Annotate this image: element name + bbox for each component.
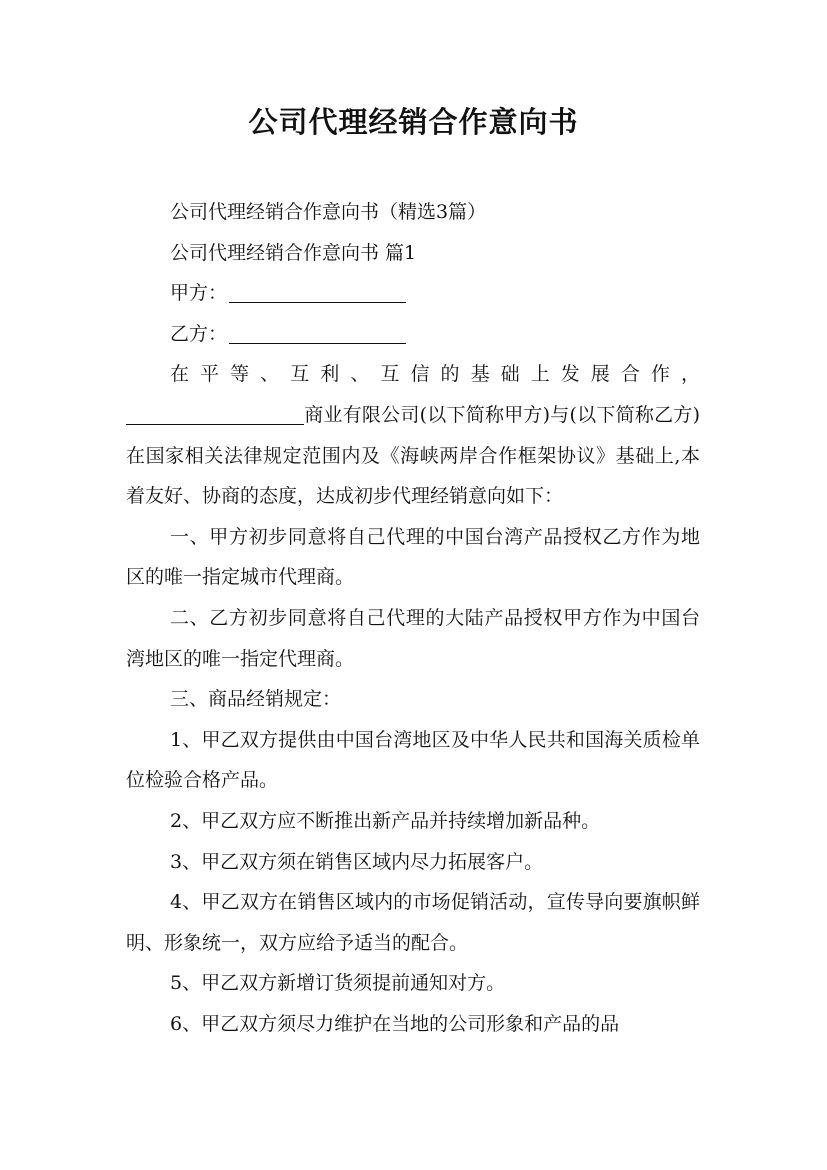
document-body (126, 192, 700, 1044)
intro-line-2: 商业有限公司(以下简称甲方)与(以下简 (304, 403, 635, 426)
clause-2: 二、乙方初步同意将自己代理的大陆产品授权甲方作为中国台湾地区的唯一指定代理商。 (126, 606, 700, 670)
rule-1: 1、甲乙双方提供由中国台湾地区及中华人民共和国海关质检单位检验合格产品。 (126, 728, 700, 792)
clause-1: 一、甲方初步同意将自己代理的中国台湾产品授权乙方作为地区的唯一指定城市代理商。 (126, 525, 700, 589)
party-a-line (126, 273, 700, 314)
party-b-blank (229, 319, 406, 344)
clause-3: 三、商品经销规定： (170, 688, 342, 711)
party-b-line (126, 314, 700, 355)
company-name-blank (126, 400, 304, 425)
intro-line-1: 在 平 等 、 互 利 、 互 信 的 基 础 上 发 展 合 作 ， (170, 363, 700, 386)
intro-paragraph (126, 395, 700, 517)
rule-3: 3、甲乙双方须在销售区域内尽力拓展客户。 (170, 850, 544, 873)
intro-rest: 称乙方)在国家相关法律规定范围内及《海峡两岸合作框架协议》基础上,本着友好、协商的态度，达成初步代理经销意向如下： (126, 403, 700, 508)
section-heading: 公司代理经销合作意向书 篇1 (170, 241, 417, 264)
rule-5: 5、甲乙双方新增订货须提前通知对方。 (170, 972, 506, 995)
party-a-blank (229, 278, 406, 303)
rule-4: 4、甲乙双方在销售区域内的市场促销活动，宣传导向要旗帜鲜明、形象统一，双方应给予适当的配合。 (126, 891, 700, 954)
document-title: 公司代理经销合作意向书 (248, 105, 579, 139)
party-a-label: 甲方： (170, 282, 228, 305)
rule-2: 2、甲乙双方应不断推出新产品并持续增加新品种。 (170, 809, 601, 832)
party-b-label: 乙方： (170, 322, 228, 345)
subtitle: 公司代理经销合作意向书（精选3篇） (170, 201, 487, 223)
rule-6: 6、甲乙双方须尽力维护在当地的公司形象和产品的品 (170, 1012, 620, 1035)
